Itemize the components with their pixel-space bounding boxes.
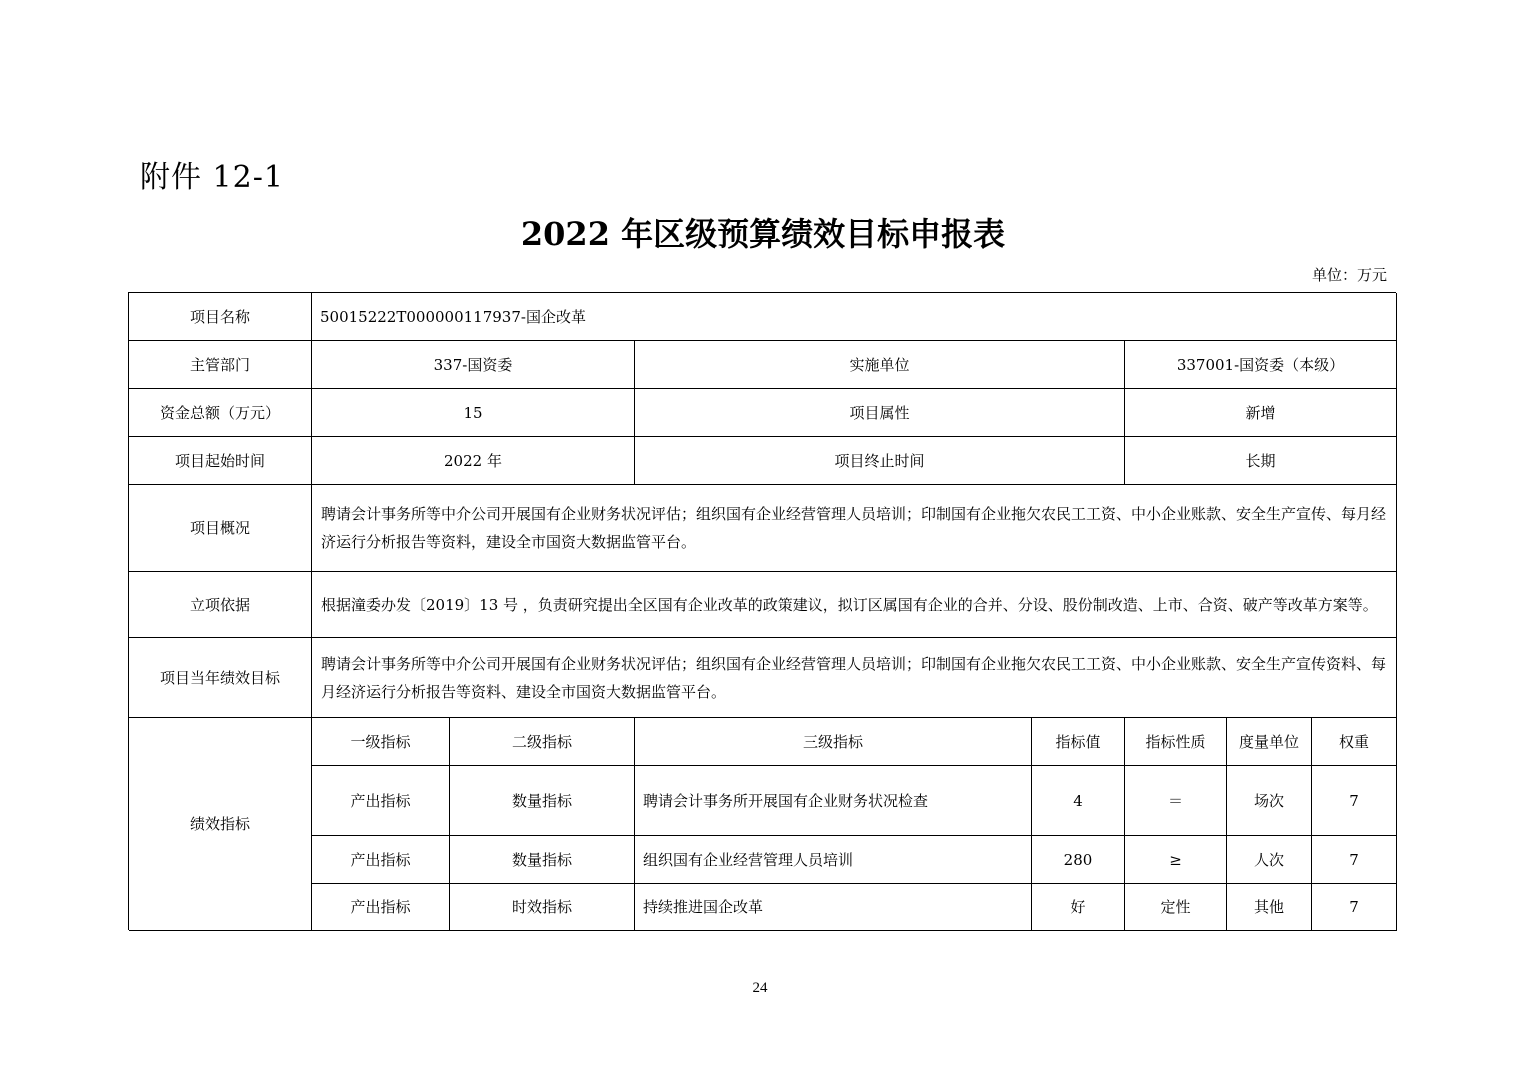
impl-unit-label: 实施单位 [635,341,1125,389]
header-level1: 一级指标 [312,718,450,766]
annual-goal-value [312,638,1397,718]
indicator-value: 4 [1032,766,1125,836]
header-value: 指标值 [1032,718,1125,766]
indicator-unit: 其他 [1227,884,1312,931]
project-name-value: 50015222T000000117937-国企改革 [312,293,1397,341]
header-weight: 权重 [1312,718,1397,766]
basis-label: 立项依据 [129,572,312,638]
indicator-level1: 产出指标 [312,884,450,931]
attachment-label: 附件 12-1 [140,160,284,195]
header-level3: 三级指标 [635,718,1032,766]
indicator-value: 280 [1032,836,1125,884]
indicator-level3: 持续推进国企改革 [635,884,1032,931]
page-title: 2022 年区级预算绩效目标申报表 [520,215,1006,253]
project-attr-label: 项目属性 [635,389,1125,437]
indicator-weight: 7 [1312,766,1397,836]
project-attr-value: 新增 [1125,389,1397,437]
indicator-level1: 产出指标 [312,836,450,884]
indicators-section-label: 绩效指标 [129,718,312,931]
header-unit: 度量单位 [1227,718,1312,766]
unit-note: 单位：万元 [1311,268,1387,284]
overview-text: 聘请会计事务所等中介公司开展国有企业财务状况评估；组织国有企业经营管理人员培训；印制国有企业拖欠农民工工资、中小企业账款、安全生产宣传、每月经济运行分析报告等资料，建设全市国资大数据监管平台。 [321,505,1387,551]
indicator-level1: 产出指标 [312,766,450,836]
basis-value [312,572,1397,638]
indicator-level3: 组织国有企业经营管理人员培训 [635,836,1032,884]
overview-value [312,485,1397,572]
annual-goal-text: 聘请会计事务所等中介公司开展国有企业财务状况评估；组织国有企业经营管理人员培训；印制国有企业拖欠农民工工资、中小企业账款、安全生产宣传资料、每月经济运行分析报告等资料、建设全市国资大数据监管平台。 [321,654,1387,701]
indicator-nature: ≥ [1125,836,1227,884]
indicator-weight: 7 [1312,836,1397,884]
impl-unit-value: 337001-国资委（本级） [1125,341,1397,389]
budget-performance-table [128,292,1396,930]
dept-value: 337-国资委 [312,341,635,389]
start-time-label: 项目起始时间 [129,437,312,485]
dept-label: 主管部门 [129,341,312,389]
annual-goal-label: 项目当年绩效目标 [129,638,312,718]
start-time-value: 2022 年 [312,437,635,485]
indicator-unit: 人次 [1227,836,1312,884]
indicator-level2: 数量指标 [450,766,635,836]
project-name-label: 项目名称 [129,293,312,341]
indicator-weight: 7 [1312,884,1397,931]
header-nature: 指标性质 [1125,718,1227,766]
header-level2: 二级指标 [450,718,635,766]
overview-label: 项目概况 [129,485,312,572]
indicator-nature: ＝ [1125,766,1227,836]
fund-total-value: 15 [312,389,635,437]
indicator-level2: 数量指标 [450,836,635,884]
indicator-value: 好 [1032,884,1125,931]
indicator-level3: 聘请会计事务所开展国有企业财务状况检查 [635,766,1032,836]
end-time-label: 项目终止时间 [635,437,1125,485]
fund-total-label: 资金总额（万元） [129,389,312,437]
basis-text: 根据潼委办发〔2019〕13 号 ，负责研究提出全区国有企业改革的政策建议，拟订区属国有企业的合并、分设、股份制改造、上市、合资、破产等改革方案等。 [321,595,1378,614]
end-time-value: 长期 [1125,437,1397,485]
indicator-level2: 时效指标 [450,884,635,931]
page-number: 24 [752,980,768,996]
indicator-nature: 定性 [1125,884,1227,931]
indicator-unit: 场次 [1227,766,1312,836]
